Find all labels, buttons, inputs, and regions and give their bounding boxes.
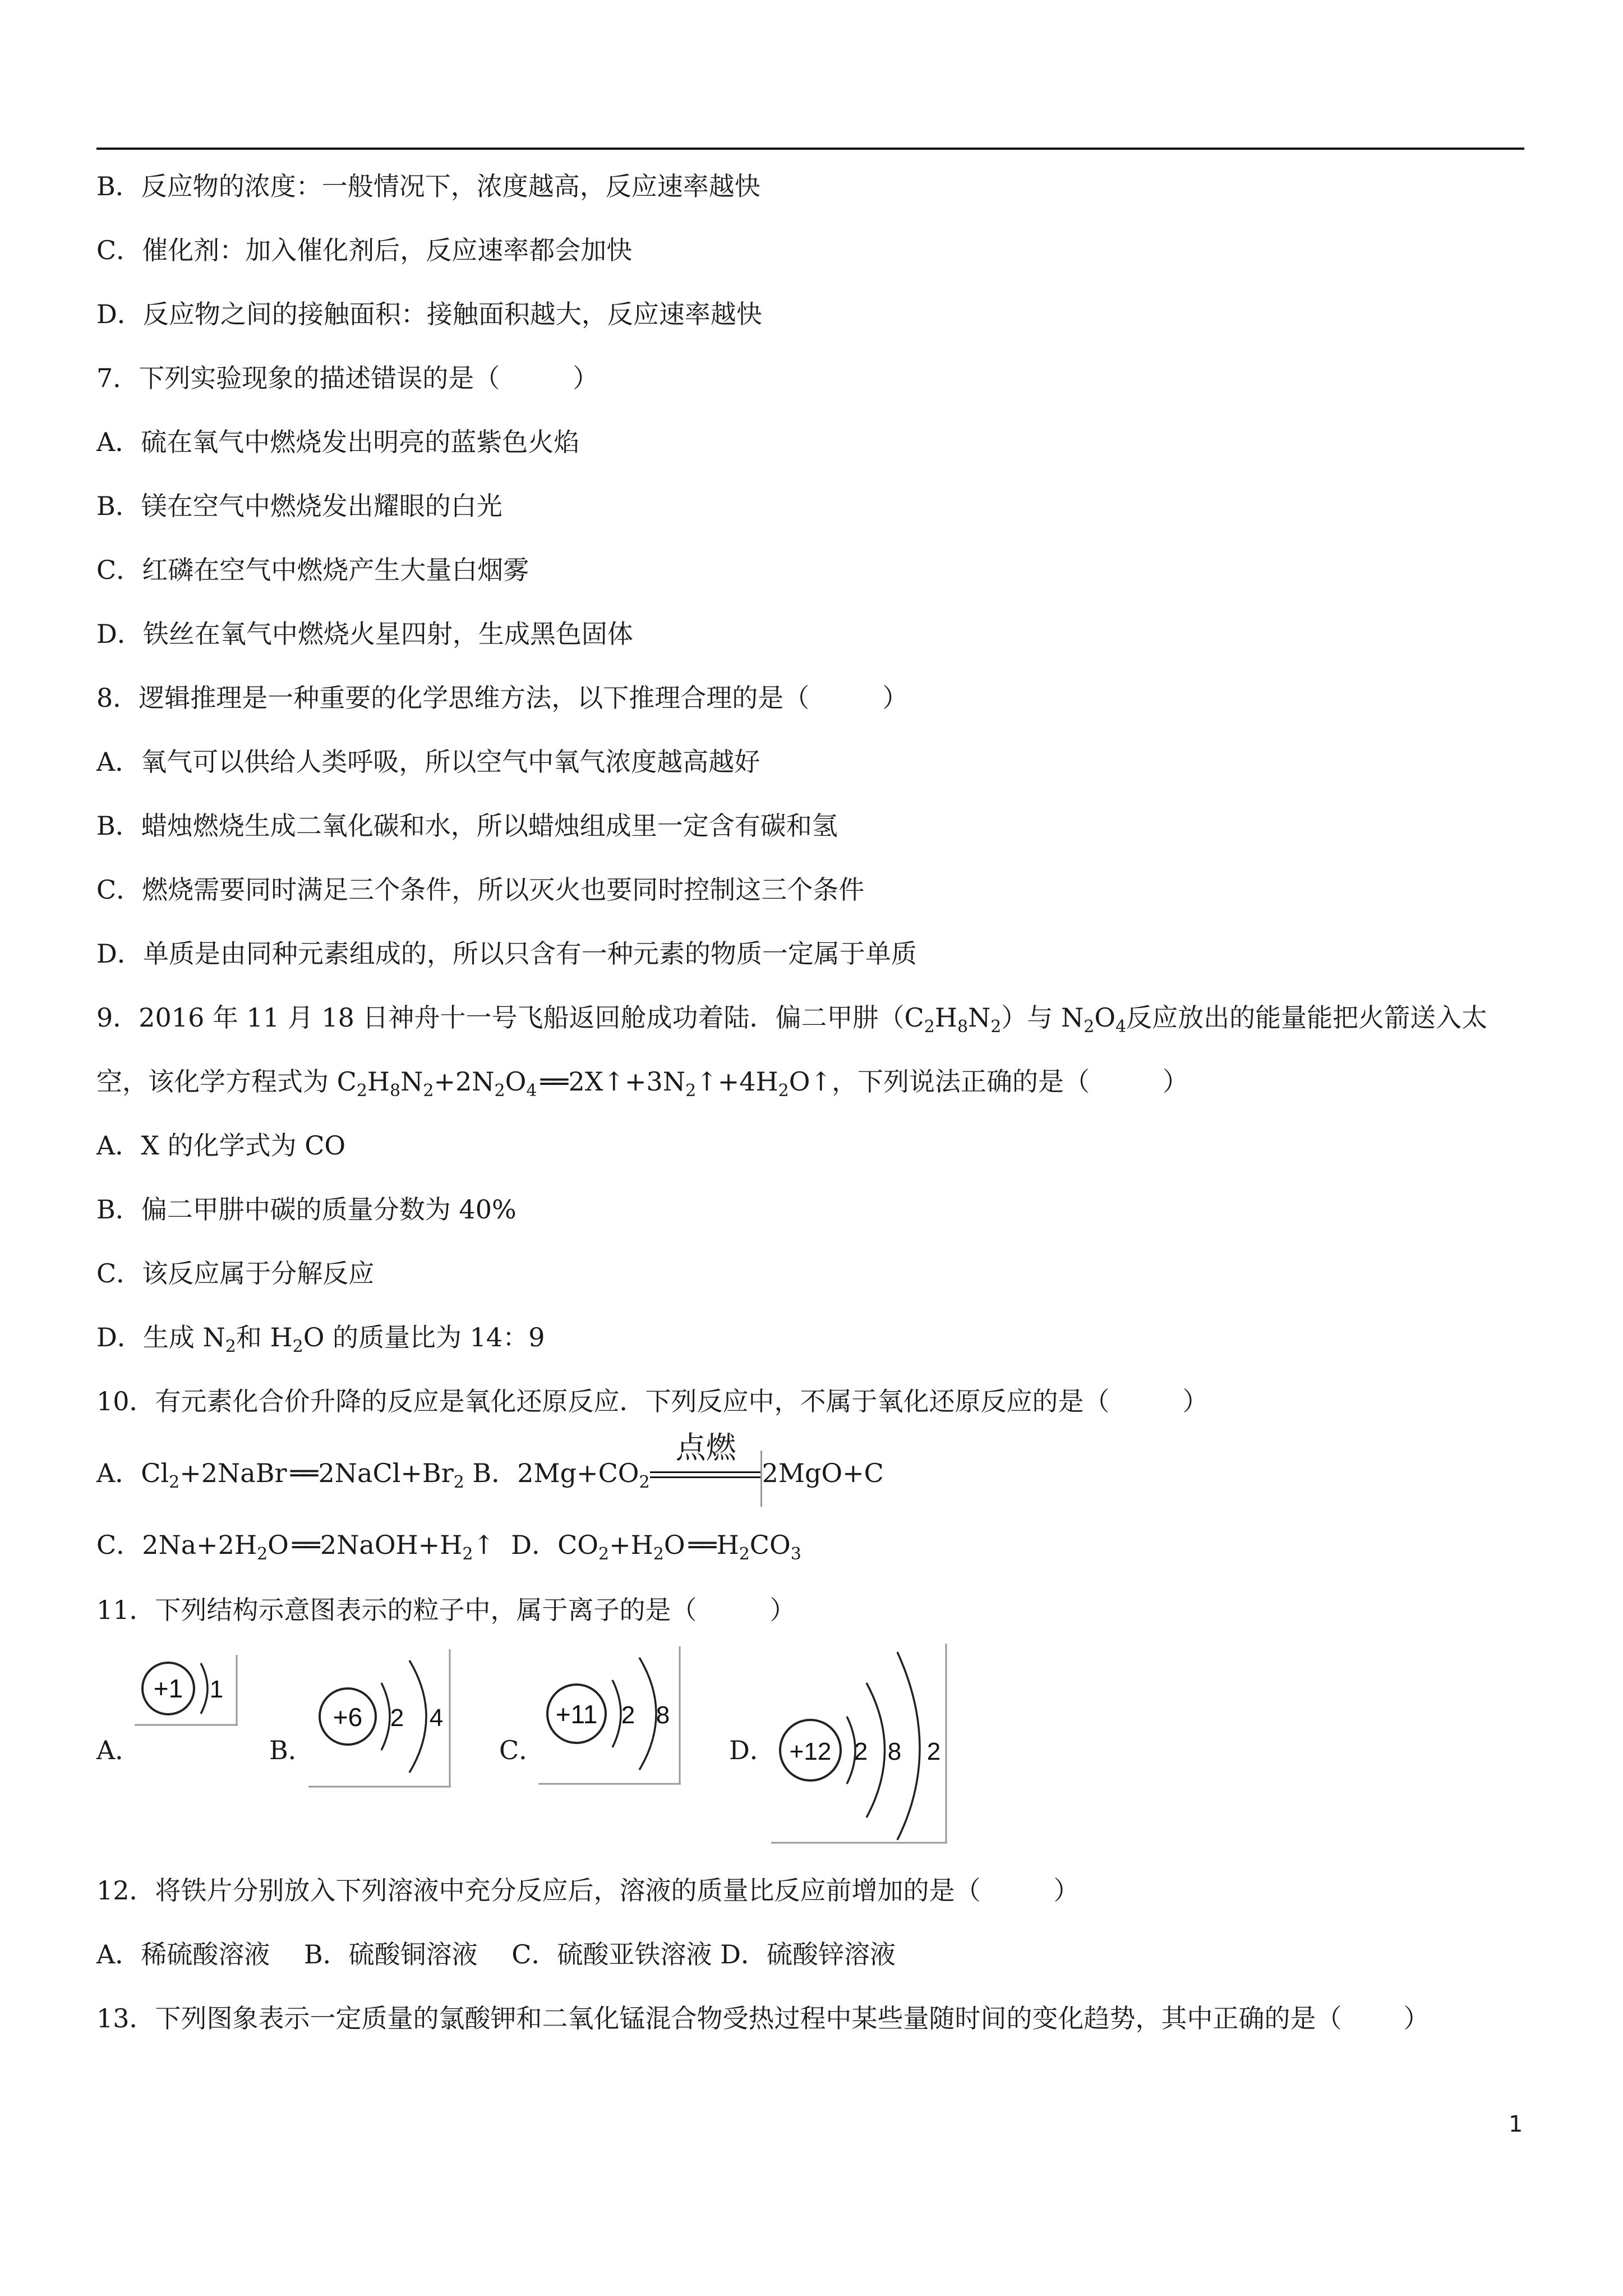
q9-stem-line1: 9．2016 年 11 月 18 日神舟十一号飞船返回舱成功着陆．偏二甲肼$(C_2H_8N_2)$与 $N_2O_4$反应放出的能量能把火箭送入太: [96, 1002, 1488, 1037]
svg-text:8: 8: [887, 1738, 902, 1765]
nucleus-label: +1: [153, 1674, 183, 1703]
svg-text:2: 2: [390, 1704, 404, 1732]
q8-option-a: A．氧气可以供给人类呼吸，所以空气中氧气浓度越高越好: [96, 747, 760, 777]
svg-text:+6: +6: [333, 1703, 363, 1732]
ignition-condition: 点燃: [650, 1456, 762, 1490]
q12-stem: 12．将铁片分别放入下列溶液中充分反应后，溶液的质量比反应前增加的是（ ）: [96, 1875, 1080, 1906]
q6-option-d: D．反应物之间的接触面积：接触面积越大，反应速率越快: [96, 299, 762, 329]
q10-options-ab: A．$Cl_2+2NaBr$ ══ $2NaCl+Br_2$ B．$2Mg+CO_2$ 点燃 2MgO+C: [96, 1456, 884, 1490]
q7-option-d: D．铁丝在氧气中燃烧火星四射，生成黑色固体: [96, 619, 633, 649]
q9-option-d: D．生成 $N_2$和 $H_2O$ 的质量比为 14：9: [96, 1322, 545, 1356]
svg-text:2: 2: [854, 1738, 868, 1765]
q7-option-b: B．镁在空气中燃烧发出耀眼的白光: [96, 491, 502, 521]
q8-stem: 8．逻辑推理是一种重要的化学思维方法，以下推理合理的是（ ）: [96, 683, 909, 713]
q10-options-cd: C．$2Na+2H_2O$ ══ $2NaOH+H_2↑$ D．$CO_2+H_2O$ ══ $H_2CO_3$: [96, 1530, 801, 1564]
q11-option-a-label: A．: [96, 1735, 141, 1765]
q11-option-c-label: C．: [499, 1735, 545, 1765]
q9-stem-line2: 空，该化学方程式为 $C_2H_8N_2+2N_2O_4$ ══ $2X↑+3N_2↑+4H_2O↑$，下列说法正确的是（ ）: [96, 1065, 1188, 1098]
svg-text:2: 2: [621, 1701, 635, 1729]
atom-diagram-b: [308, 1649, 454, 1789]
q7-stem: 7．下列实验现象的描述错误的是（ ）: [96, 363, 599, 393]
q9-option-b: B．偏二甲肼中碳的质量分数为 40%: [96, 1194, 517, 1225]
atom-diagram-c: [538, 1646, 684, 1787]
svg-text:2: 2: [926, 1738, 941, 1765]
svg-text:4: 4: [429, 1704, 444, 1732]
page-number: 1: [1509, 2111, 1523, 2137]
q8-option-c: C．燃烧需要同时满足三个条件，所以灭火也要同时控制这三个条件: [96, 875, 865, 905]
q9-option-c: C．该反应属于分解反应: [96, 1258, 375, 1289]
q8-option-b: B．蜡烛燃烧生成二氧化碳和水，所以蜡烛组成里一定含有碳和氢: [96, 811, 838, 841]
q11-stem: 11．下列结构示意图表示的粒子中，属于离子的是（ ）: [96, 1595, 796, 1625]
q9-option-a: A．X 的化学式为 CO: [96, 1130, 346, 1161]
equals-sign: ══: [540, 1066, 565, 1097]
q11-option-d-label: D．: [729, 1735, 776, 1765]
q8-option-d: D．单质是由同种元素组成的，所以只含有一种元素的物质一定属于单质: [96, 938, 917, 969]
q11-option-b-label: B．: [269, 1735, 314, 1765]
svg-text:+11: +11: [555, 1700, 598, 1729]
q12-options: A．稀硫酸溶液 B．硫酸铜溶液 C．硫酸亚铁溶液 D．硫酸锌溶液: [96, 1939, 896, 1970]
q7-option-a: A．硫在氧气中燃烧发出明亮的蓝紫色火焰: [96, 427, 580, 457]
q7-option-c: C．红磷在空气中燃烧产生大量白烟雾: [96, 555, 529, 585]
q6-option-c: C．催化剂：加入催化剂后，反应速率都会加快: [96, 235, 633, 265]
header-rule: [96, 148, 1524, 150]
q13-stem: 13．下列图象表示一定质量的氯酸钾和二氧化锰混合物受热过程中某些量随时间的变化趋势，其中正确的是（ ）: [96, 2003, 1430, 2033]
q10-stem: 10．有元素化合价升降的反应是氧化还原反应．下列反应中，不属于氧化还原反应的是（ ）: [96, 1386, 1209, 1416]
q6-option-b: B．反应物的浓度：一般情况下，浓度越高，反应速率越快: [96, 171, 760, 201]
svg-text:+12: +12: [789, 1738, 832, 1765]
atom-diagram-a: [135, 1655, 241, 1728]
shell-1-count: 1: [209, 1676, 224, 1703]
svg-text:8: 8: [656, 1701, 670, 1729]
atom-diagram-d: [771, 1644, 951, 1846]
